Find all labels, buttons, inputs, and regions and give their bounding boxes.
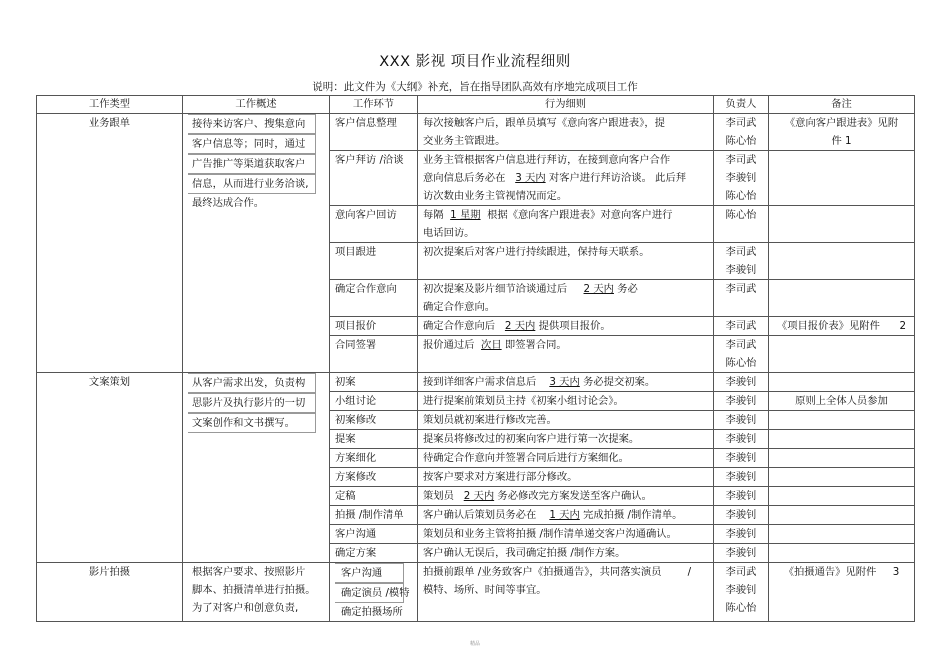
action-text: 意向信息后务必在 xyxy=(423,172,506,184)
note-cell xyxy=(769,373,915,392)
note-cell xyxy=(769,243,915,280)
deadline-text: 1 天内 xyxy=(549,509,580,521)
step-cell: 定稿 xyxy=(330,487,418,506)
step-cell: 客户拜访 /洽谈 xyxy=(330,151,418,206)
owner-cell xyxy=(714,544,769,563)
work-type-cell: 影片拍摄 xyxy=(37,563,183,622)
owner-name: 李司武 xyxy=(725,117,757,129)
note-cell xyxy=(769,506,915,525)
action-line xyxy=(423,506,708,524)
note-text: 《项目报价表》见附件 xyxy=(776,320,880,332)
note-cell xyxy=(769,206,915,243)
attachment-number: 2 xyxy=(899,320,907,332)
owner-cell xyxy=(714,525,769,544)
work-summary-cell xyxy=(183,373,330,563)
action-line: 每次接触客户后，跟单员填写《意向客户跟进表》，提 xyxy=(423,117,665,129)
step-line: 确定拍摄场所 xyxy=(341,606,403,618)
owner-cell xyxy=(714,411,769,430)
action-cell xyxy=(418,373,714,392)
step-cell: 客户信息整理 xyxy=(330,114,418,151)
owner-cell xyxy=(714,392,769,411)
owner-cell xyxy=(714,336,769,373)
owner-name: 李骏钊 xyxy=(725,264,757,276)
owner-name: 李骏钊 xyxy=(725,490,757,502)
note-cell xyxy=(769,563,915,622)
owner-name: 李骏钊 xyxy=(725,528,757,540)
summary-line: 客户信息等；同时，通过 xyxy=(188,134,316,154)
owner-name: 李司武 xyxy=(725,154,757,166)
action-line: 模特、场所、时间等事宜。 xyxy=(423,584,547,596)
deadline-text: 2 天内 xyxy=(463,490,495,502)
action-text: 策划员 xyxy=(423,490,454,502)
deadline-text: 次日 xyxy=(481,339,502,351)
owner-cell xyxy=(714,468,769,487)
action-cell xyxy=(418,243,714,280)
action-cell xyxy=(418,151,714,206)
col-header-type: 工作类型 xyxy=(37,96,183,114)
action-text: 报价通过后 xyxy=(423,339,475,351)
action-text: 即签署合同。 xyxy=(504,339,567,351)
step-cell: 客户沟通 xyxy=(330,525,418,544)
action-line xyxy=(423,280,708,298)
step-cell: 意向客户回访 xyxy=(330,206,418,243)
owner-name: 李骏钊 xyxy=(725,584,757,596)
summary-line: 脚本、拍摄清单进行拍摄。 xyxy=(192,584,316,596)
action-line: 电话回访。 xyxy=(423,227,475,239)
step-cell: 方案细化 xyxy=(330,449,418,468)
action-line xyxy=(423,487,708,505)
owner-cell xyxy=(714,563,769,622)
note-line: 原则上全体人员参加 xyxy=(795,395,888,407)
step-cell: 小组讨论 xyxy=(330,392,418,411)
table-row xyxy=(37,563,915,622)
note-cell xyxy=(769,336,915,373)
step-cell: 合同签署 xyxy=(330,336,418,373)
step-cell: 初案 xyxy=(330,373,418,392)
owner-name: 李骏钊 xyxy=(725,509,757,521)
action-text: 提供项目报价。 xyxy=(538,320,611,332)
owner-name: 李司武 xyxy=(725,339,757,351)
note-cell xyxy=(769,525,915,544)
action-cell xyxy=(418,392,714,411)
note-cell xyxy=(769,280,915,317)
table-row xyxy=(37,373,915,392)
action-cell xyxy=(418,336,714,373)
action-line: 待确定合作意向并签署合同后进行方案细化。 xyxy=(423,452,629,464)
owner-cell xyxy=(714,114,769,151)
attachment-number: 3 xyxy=(892,566,900,578)
owner-name: 李骏钊 xyxy=(725,433,757,445)
note-text: 《拍摄通告》见附件 xyxy=(783,566,877,578)
col-header-action: 行为细则 xyxy=(418,96,714,114)
action-text: / xyxy=(687,566,692,578)
step-cell: 初案修改 xyxy=(330,411,418,430)
action-line: 交业务主管跟进。 xyxy=(423,135,506,147)
note-line: 件 1 xyxy=(831,135,852,147)
note-cell xyxy=(769,544,915,563)
action-cell xyxy=(418,563,714,622)
action-line: 按客户要求对方案进行部分修改。 xyxy=(423,471,578,483)
action-line: 提案员将修改过的初案向客户进行第一次提案。 xyxy=(423,433,640,445)
work-summary-cell xyxy=(183,114,330,373)
owner-cell xyxy=(714,487,769,506)
action-line: 进行提案前策划员主持《初案小组讨论会》。 xyxy=(423,395,624,407)
deadline-text: 2 天内 xyxy=(583,283,614,295)
col-header-summary: 工作概述 xyxy=(183,96,330,114)
page-title: XXX 影视 项目作业流程细则 xyxy=(379,54,571,70)
action-text: 务必修改完方案发送至客户确认。 xyxy=(497,490,652,502)
action-cell xyxy=(418,317,714,336)
owner-name: 李骏钊 xyxy=(725,376,757,388)
summary-line: 文案创作和文书撰写。 xyxy=(188,413,316,433)
summary-line: 思影片及执行影片的一切 xyxy=(188,393,316,413)
col-header-note: 备注 xyxy=(769,96,915,114)
work-summary-cell xyxy=(183,563,330,622)
action-text: 对客户进行拜访洽谈。 此后拜 xyxy=(548,172,687,184)
note-cell xyxy=(769,411,915,430)
note-cell xyxy=(769,114,915,151)
step-cell: 项目报价 xyxy=(330,317,418,336)
owner-name: 李司武 xyxy=(725,320,757,332)
deadline-text: 3 天内 xyxy=(515,172,546,184)
owner-name: 李司武 xyxy=(725,283,757,295)
step-cell: 项目跟进 xyxy=(330,243,418,280)
action-cell xyxy=(418,544,714,563)
owner-cell xyxy=(714,151,769,206)
owner-name: 李骏钊 xyxy=(725,547,757,559)
action-cell xyxy=(418,525,714,544)
owner-name: 陈心怡 xyxy=(725,357,757,369)
note-line xyxy=(774,563,909,581)
note-cell xyxy=(769,392,915,411)
note-cell xyxy=(769,317,915,336)
owner-name: 李骏钊 xyxy=(725,471,757,483)
deadline-text: 3 天内 xyxy=(549,376,580,388)
action-line xyxy=(423,563,708,581)
note-cell xyxy=(769,151,915,206)
action-line: 初次提案后对客户进行持续跟进，保持每天联系。 xyxy=(423,246,650,258)
summary-line: 从客户需求出发，负责构 xyxy=(188,373,316,393)
step-cell: 确定方案 xyxy=(330,544,418,563)
action-cell xyxy=(418,114,714,151)
action-line: 业务主管根据客户信息进行拜访，在接到意向客户合作 xyxy=(423,154,671,166)
step-cell: 方案修改 xyxy=(330,468,418,487)
action-cell xyxy=(418,449,714,468)
action-line xyxy=(423,317,708,335)
table-header-row xyxy=(37,96,915,114)
action-text: 完成拍摄 /制作清单。 xyxy=(583,509,683,521)
action-text: 客户确认后策划员务必在 xyxy=(423,509,537,521)
action-cell xyxy=(418,430,714,449)
action-line: 确定合作意向。 xyxy=(423,301,496,313)
owner-name: 陈心怡 xyxy=(725,602,757,614)
action-text: 接到详细客户需求信息后 xyxy=(423,376,537,388)
note-cell xyxy=(769,468,915,487)
note-cell xyxy=(769,487,915,506)
action-cell xyxy=(418,280,714,317)
step-line: 确定演员 /模特 xyxy=(335,583,404,603)
workflow-table xyxy=(36,95,915,622)
action-text: 务必提交初案。 xyxy=(583,376,656,388)
owner-cell xyxy=(714,506,769,525)
step-cell: 提案 xyxy=(330,430,418,449)
action-line: 策划员就初案进行修改完善。 xyxy=(423,414,557,426)
note-cell xyxy=(769,430,915,449)
owner-name: 陈心怡 xyxy=(725,209,757,221)
step-line: 客户沟通 xyxy=(335,563,404,583)
owner-cell xyxy=(714,449,769,468)
step-cell: 确定合作意向 xyxy=(330,280,418,317)
action-line xyxy=(423,206,708,224)
action-line: 访次数由业务主管视情况而定。 xyxy=(423,190,568,202)
action-line xyxy=(423,336,708,354)
col-header-step: 工作环节 xyxy=(330,96,418,114)
summary-line: 广告推广等渠道获取客户 xyxy=(188,154,316,174)
note-line: 《意向客户跟进表》见附 xyxy=(784,117,899,129)
col-header-owner: 负责人 xyxy=(714,96,769,114)
owner-cell xyxy=(714,206,769,243)
owner-cell xyxy=(714,280,769,317)
action-text: 务必 xyxy=(617,283,638,295)
action-cell xyxy=(418,487,714,506)
note-cell xyxy=(769,449,915,468)
summary-line: 接待来访客户、搜集意向 xyxy=(188,114,316,134)
owner-cell xyxy=(714,317,769,336)
action-text: 初次提案及影片细节洽谈通过后 xyxy=(423,283,568,295)
work-type-cell: 业务跟单 xyxy=(37,114,183,373)
owner-cell xyxy=(714,373,769,392)
action-text: 根据《意向客户跟进表》对意向客户进行 xyxy=(487,209,673,221)
action-line: 客户确认无误后，我司确定拍摄 /制作方案。 xyxy=(423,547,626,559)
action-text: 每隔 xyxy=(423,209,444,221)
action-line: 策划员和业务主管将拍摄 /制作清单递交客户沟通确认。 xyxy=(423,528,677,540)
page-footer: 精品 xyxy=(469,641,480,647)
deadline-text: 2 天内 xyxy=(504,320,536,332)
action-line xyxy=(423,373,708,391)
action-text: 拍摄前跟单 /业务致客户《拍摄通告》，共同落实演员 xyxy=(423,566,662,578)
summary-line: 为了对客户和创意负责, xyxy=(192,602,299,614)
action-cell xyxy=(418,411,714,430)
action-cell xyxy=(418,506,714,525)
work-type-cell: 文案策划 xyxy=(37,373,183,563)
step-cell xyxy=(330,563,418,622)
action-cell xyxy=(418,206,714,243)
note-line xyxy=(774,317,909,335)
owner-name: 李骏钊 xyxy=(725,414,757,426)
owner-name: 李司武 xyxy=(725,246,757,258)
owner-name: 李司武 xyxy=(725,566,757,578)
action-text: 确定合作意向后 xyxy=(423,320,496,332)
action-cell xyxy=(418,468,714,487)
owner-name: 李骏钊 xyxy=(725,172,757,184)
owner-name: 李骏钊 xyxy=(725,395,757,407)
action-line xyxy=(423,169,708,187)
owner-cell xyxy=(714,243,769,280)
owner-name: 李骏钊 xyxy=(725,452,757,464)
summary-line: 最终达成合作。 xyxy=(192,197,265,209)
step-cell: 拍摄 /制作清单 xyxy=(330,506,418,525)
owner-name: 陈心怡 xyxy=(725,135,757,147)
page-subtitle: 说明：此文件为《大纲》补充，旨在指导团队高效有序地完成项目工作 xyxy=(312,81,638,93)
deadline-text: 1 星期 xyxy=(450,209,481,221)
summary-line: 信息，从而进行业务洽谈, xyxy=(188,174,316,194)
owner-cell xyxy=(714,430,769,449)
table-row xyxy=(37,114,915,151)
summary-line: 根据客户要求、按照影片 xyxy=(192,566,306,578)
owner-name: 陈心怡 xyxy=(725,190,757,202)
